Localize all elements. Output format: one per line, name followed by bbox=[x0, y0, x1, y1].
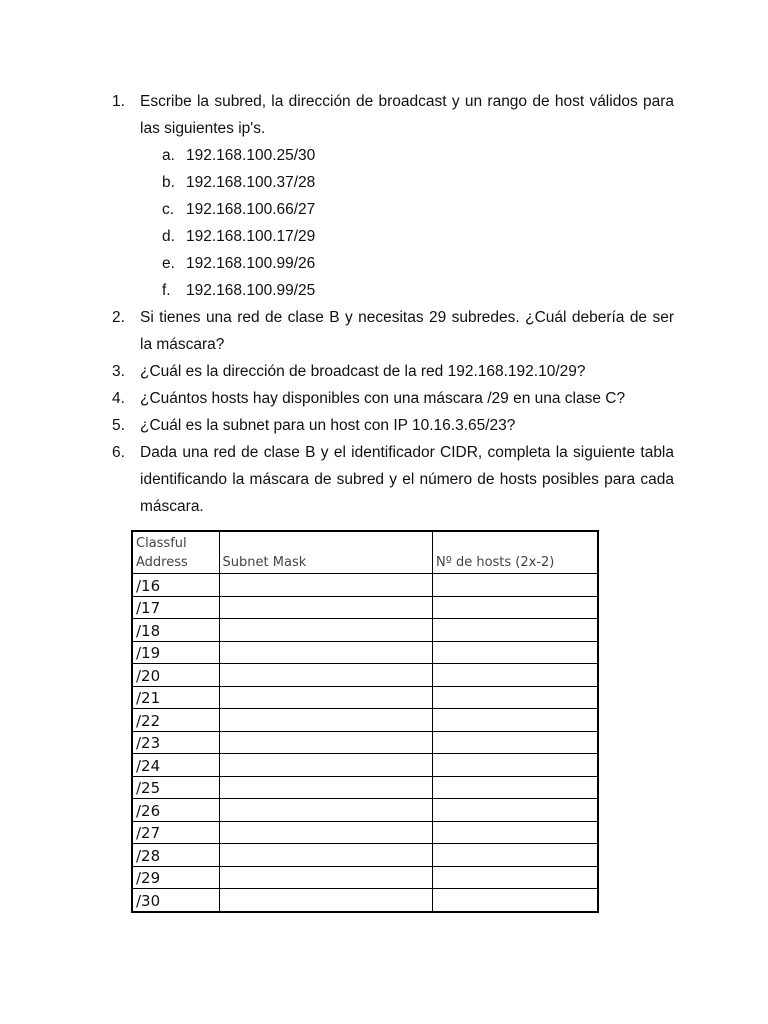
classful-address-cell: /29 bbox=[132, 866, 219, 889]
table-row bbox=[132, 709, 598, 732]
question-number: 4. bbox=[112, 390, 125, 407]
ip-list bbox=[140, 142, 674, 304]
classful-address-cell: /16 bbox=[132, 574, 219, 597]
hosts-cell[interactable] bbox=[432, 619, 598, 642]
hosts-cell[interactable] bbox=[432, 844, 598, 867]
ip-item bbox=[140, 169, 674, 196]
classful-address-cell: /23 bbox=[132, 731, 219, 754]
question-number: 5. bbox=[112, 417, 125, 434]
item-letter: e. bbox=[162, 255, 175, 272]
hosts-cell[interactable] bbox=[432, 754, 598, 777]
table-row bbox=[132, 731, 598, 754]
question-5 bbox=[112, 412, 674, 439]
hosts-cell[interactable] bbox=[432, 709, 598, 732]
hosts-cell[interactable] bbox=[432, 776, 598, 799]
subnet-mask-cell[interactable] bbox=[219, 664, 432, 687]
hosts-cell[interactable] bbox=[432, 731, 598, 754]
item-letter: b. bbox=[162, 174, 175, 191]
question-number: 2. bbox=[112, 309, 125, 326]
question-number: 6. bbox=[112, 444, 125, 461]
table-row bbox=[132, 866, 598, 889]
header-hosts: Nº de hosts (2x-2) bbox=[432, 531, 598, 574]
subnet-mask-cell[interactable] bbox=[219, 844, 432, 867]
classful-address-cell: /22 bbox=[132, 709, 219, 732]
ip-item bbox=[140, 250, 674, 277]
table-row bbox=[132, 889, 598, 912]
question-text: Dada una red de clase B y el identificador CIDR, completa la siguiente tabla identificando la máscara de subred y el número de hosts posibles para cada máscara. bbox=[140, 444, 674, 515]
table-row bbox=[132, 821, 598, 844]
hosts-cell[interactable] bbox=[432, 866, 598, 889]
ip-item bbox=[140, 142, 674, 169]
item-text: 192.168.100.37/28 bbox=[186, 174, 316, 191]
classful-address-cell: /26 bbox=[132, 799, 219, 822]
item-text: 192.168.100.99/25 bbox=[186, 282, 316, 299]
subnet-mask-cell[interactable] bbox=[219, 821, 432, 844]
question-6 bbox=[112, 439, 674, 520]
question-text: Si tienes una red de clase B y necesitas 29 subredes. ¿Cuál debería de ser la máscara? bbox=[140, 309, 674, 353]
item-letter: a. bbox=[162, 147, 175, 164]
item-letter: f. bbox=[162, 282, 171, 299]
question-number: 3. bbox=[112, 363, 125, 380]
item-letter: d. bbox=[162, 228, 175, 245]
question-list bbox=[112, 88, 674, 520]
table-row bbox=[132, 686, 598, 709]
classful-address-cell: /18 bbox=[132, 619, 219, 642]
table-row bbox=[132, 596, 598, 619]
question-text: ¿Cuál es la dirección de broadcast de la red 192.168.192.10/29? bbox=[140, 363, 586, 380]
hosts-cell[interactable] bbox=[432, 574, 598, 597]
subnet-mask-cell[interactable] bbox=[219, 889, 432, 912]
subnet-mask-cell[interactable] bbox=[219, 596, 432, 619]
subnet-mask-cell[interactable] bbox=[219, 776, 432, 799]
ip-item bbox=[140, 223, 674, 250]
table-row bbox=[132, 619, 598, 642]
subnet-mask-cell[interactable] bbox=[219, 686, 432, 709]
subnet-mask-cell[interactable] bbox=[219, 754, 432, 777]
table-body bbox=[132, 574, 598, 912]
item-text: 192.168.100.66/27 bbox=[186, 201, 316, 218]
hosts-cell[interactable] bbox=[432, 686, 598, 709]
table-row bbox=[132, 776, 598, 799]
hosts-cell[interactable] bbox=[432, 821, 598, 844]
subnet-mask-cell[interactable] bbox=[219, 641, 432, 664]
table-row bbox=[132, 574, 598, 597]
classful-address-cell: /21 bbox=[132, 686, 219, 709]
subnet-mask-cell[interactable] bbox=[219, 731, 432, 754]
header-classful-address: Classful Address bbox=[132, 531, 219, 574]
classful-address-cell: /17 bbox=[132, 596, 219, 619]
ip-item bbox=[140, 196, 674, 223]
question-number: 1. bbox=[112, 93, 125, 110]
subnet-mask-cell[interactable] bbox=[219, 619, 432, 642]
table-row bbox=[132, 799, 598, 822]
hosts-cell[interactable] bbox=[432, 641, 598, 664]
table-row bbox=[132, 641, 598, 664]
table-row bbox=[132, 754, 598, 777]
subnet-mask-cell[interactable] bbox=[219, 574, 432, 597]
cidr-table bbox=[131, 530, 599, 913]
item-letter: c. bbox=[162, 201, 175, 218]
table-row bbox=[132, 664, 598, 687]
hosts-cell[interactable] bbox=[432, 664, 598, 687]
subnet-mask-cell[interactable] bbox=[219, 866, 432, 889]
classful-address-cell: /20 bbox=[132, 664, 219, 687]
question-3 bbox=[112, 358, 674, 385]
item-text: 192.168.100.25/30 bbox=[186, 147, 316, 164]
hosts-cell[interactable] bbox=[432, 799, 598, 822]
classful-address-cell: /24 bbox=[132, 754, 219, 777]
subnet-mask-cell[interactable] bbox=[219, 709, 432, 732]
table-header-row bbox=[132, 531, 598, 574]
item-text: 192.168.100.99/26 bbox=[186, 255, 316, 272]
question-text: ¿Cuántos hosts hay disponibles con una máscara /29 en una clase C? bbox=[140, 390, 626, 407]
question-2 bbox=[112, 304, 674, 358]
question-1 bbox=[112, 88, 674, 304]
hosts-cell[interactable] bbox=[432, 596, 598, 619]
classful-address-cell: /28 bbox=[132, 844, 219, 867]
question-text: ¿Cuál es la subnet para un host con IP 10.16.3.65/23? bbox=[140, 417, 516, 434]
subnet-mask-cell[interactable] bbox=[219, 799, 432, 822]
question-text: Escribe la subred, la dirección de broadcast y un rango de host válidos para las siguientes ip's. bbox=[140, 93, 674, 137]
classful-address-cell: /19 bbox=[132, 641, 219, 664]
classful-address-cell: /27 bbox=[132, 821, 219, 844]
hosts-cell[interactable] bbox=[432, 889, 598, 912]
classful-address-cell: /30 bbox=[132, 889, 219, 912]
ip-item bbox=[140, 277, 674, 304]
item-text: 192.168.100.17/29 bbox=[186, 228, 316, 245]
question-4 bbox=[112, 385, 674, 412]
classful-address-cell: /25 bbox=[132, 776, 219, 799]
header-subnet-mask: Subnet Mask bbox=[219, 531, 432, 574]
table-row bbox=[132, 844, 598, 867]
